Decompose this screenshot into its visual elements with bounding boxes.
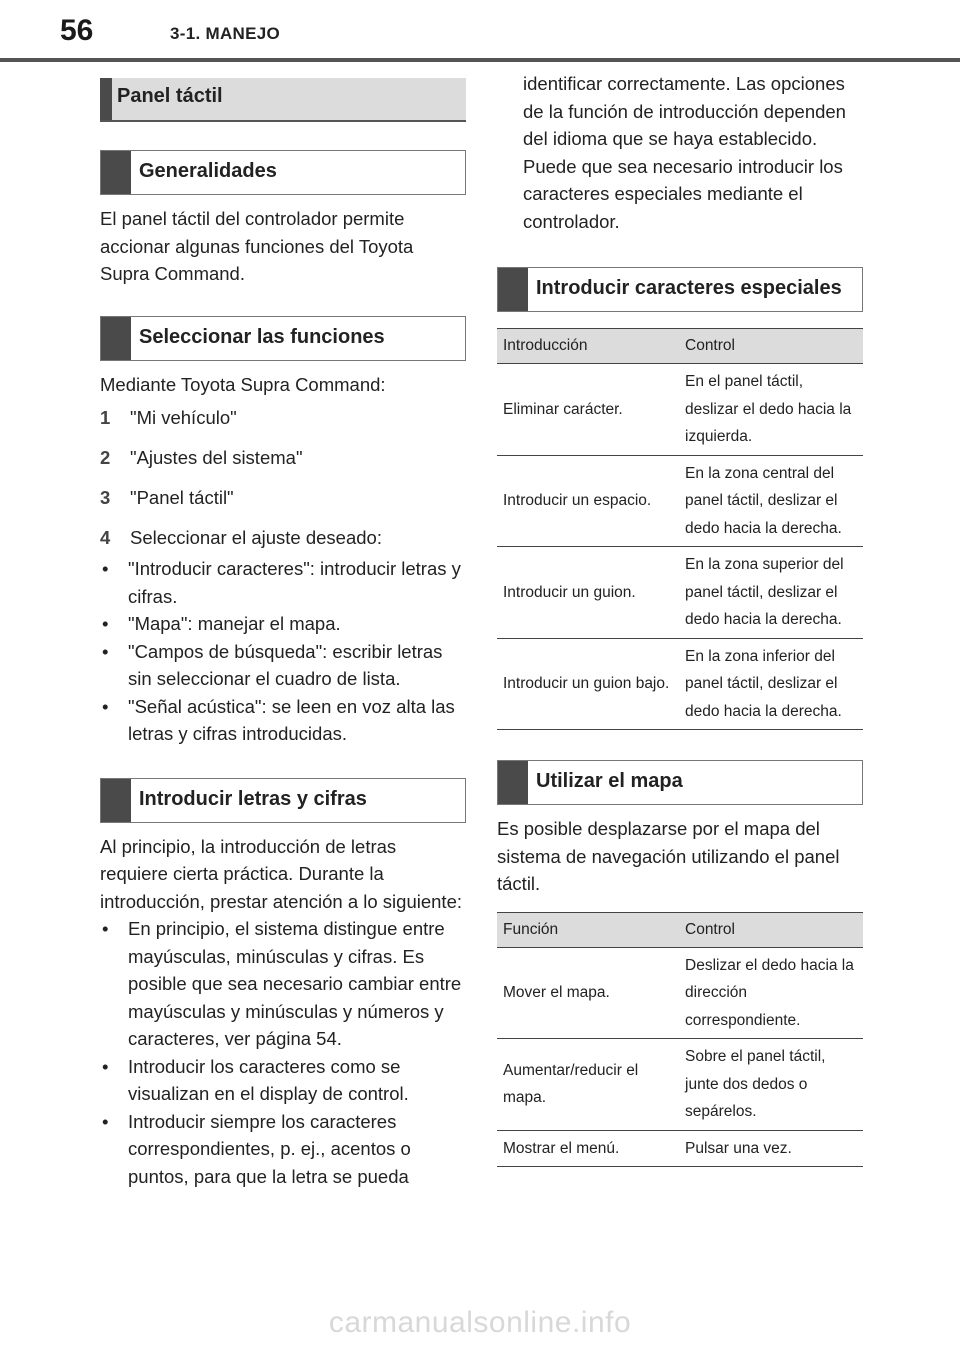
table-row [497,364,863,456]
table-cell: Introducir un guion bajo. [497,638,679,730]
step-1: 1 "Mi vehículo" [100,407,237,428]
heading-generalidades: Generalidades [100,150,466,195]
table-cell: Introducir un espacio. [497,455,679,547]
column-header: Control [679,912,863,947]
letras-intro: Al principio, la introducción de letras requiere cierta práctica. Durante la introducción, prestar atención a lo siguiente: [100,835,462,912]
list-item: • Introducir los caracteres como se visualizan en el display de control. [102,1055,409,1104]
list-item: • En principio, el sistema distingue entre mayúsculas, minúsculas y cifras. Es posible que sea necesario cambiar entre mayúsculas y minúsculas y números y caracteres, ver página 54. [102,918,462,1049]
table-header-row [497,329,863,364]
step-4: 4 Seleccionar el ajuste deseado: [100,527,382,548]
table-row [497,1130,863,1167]
chapter-title: 3-1. MANEJO [170,24,281,43]
watermark: carmanualsonline.info [328,1306,632,1339]
heading-marker [101,151,131,194]
table-row [497,1039,863,1131]
heading-seleccionar: Seleccionar las funciones [100,316,466,361]
generalidades-text: El panel táctil del controlador permite accionar algunas funciones del Toyota Supra Command. [100,208,414,284]
special-characters-table [497,328,863,730]
heading-marker [101,317,131,360]
page-header [0,0,960,64]
section-marker [100,78,112,120]
options-list [100,555,466,748]
heading-marker [101,779,131,822]
section-title: Panel táctil [117,85,223,107]
heading-especiales: Introducir caracteres especiales [497,267,863,312]
list-item: • "Introducir caracteres": introducir letras y cifras. [102,558,461,607]
table-cell: Introducir un guion. [497,547,679,639]
page-number: 56 [60,14,94,47]
step-3: 3 "Panel táctil" [100,487,234,508]
column-header: Control [679,329,863,364]
table-cell: En la zona superior del panel táctil, deslizar el dedo hacia la derecha. [679,547,863,639]
table-cell: En la zona central del panel táctil, deslizar el dedo hacia la derecha. [679,455,863,547]
table-row [497,455,863,547]
table-cell: En la zona inferior del panel táctil, deslizar el dedo hacia la derecha. [679,638,863,730]
table-row [497,638,863,730]
table-cell: Mover el mapa. [497,947,679,1039]
heading-marker [498,761,528,804]
heading-letras: Introducir letras y cifras [100,778,466,823]
continuation-text: identificar correctamente. Las opciones de la función de introducción dependen del idioma que se haya establecido. Puede que sea necesario introducir los caracteres especiales mediante el controlador. [523,73,846,232]
list-item: • "Señal acústica": se leen en voz alta las letras y cifras introducidas. [102,695,455,744]
table-cell: Sobre el panel táctil, junte dos dedos o sepárelos. [679,1039,863,1131]
map-table [497,912,863,1168]
header-divider [0,58,960,62]
mapa-text: Es posible desplazarse por el mapa del sistema de navegación utilizando el panel táctil. [497,818,840,894]
left-column [100,78,466,1190]
table-cell: Aumentar/reducir el mapa. [497,1039,679,1131]
table-cell: Eliminar carácter. [497,364,679,456]
column-header: Introducción [497,329,679,364]
section-title-bar [100,78,466,122]
heading-mapa: Utilizar el mapa [497,760,863,805]
table-cell: Mostrar el menú. [497,1130,679,1167]
right-column [497,70,863,1167]
list-item: • "Campos de búsqueda": escribir letras sin seleccionar el cuadro de lista. [102,640,443,689]
seleccionar-intro: Mediante Toyota Supra Command: [100,373,386,395]
table-row [497,947,863,1039]
table-cell: Deslizar el dedo hacia la dirección correspondiente. [679,947,863,1039]
letras-list [100,915,466,1190]
table-row [497,547,863,639]
step-2: 2 "Ajustes del sistema" [100,447,303,468]
column-header: Función [497,912,679,947]
table-header-row [497,912,863,947]
table-cell: Pulsar una vez. [679,1130,863,1167]
heading-marker [498,268,528,311]
table-cell: En el panel táctil, deslizar el dedo hacia la izquierda. [679,364,863,456]
list-item: • Introducir siempre los caracteres correspondientes, p. ej., acentos o puntos, para que la letra se pueda [102,1110,411,1187]
list-item: • "Mapa": manejar el mapa. [102,613,341,634]
